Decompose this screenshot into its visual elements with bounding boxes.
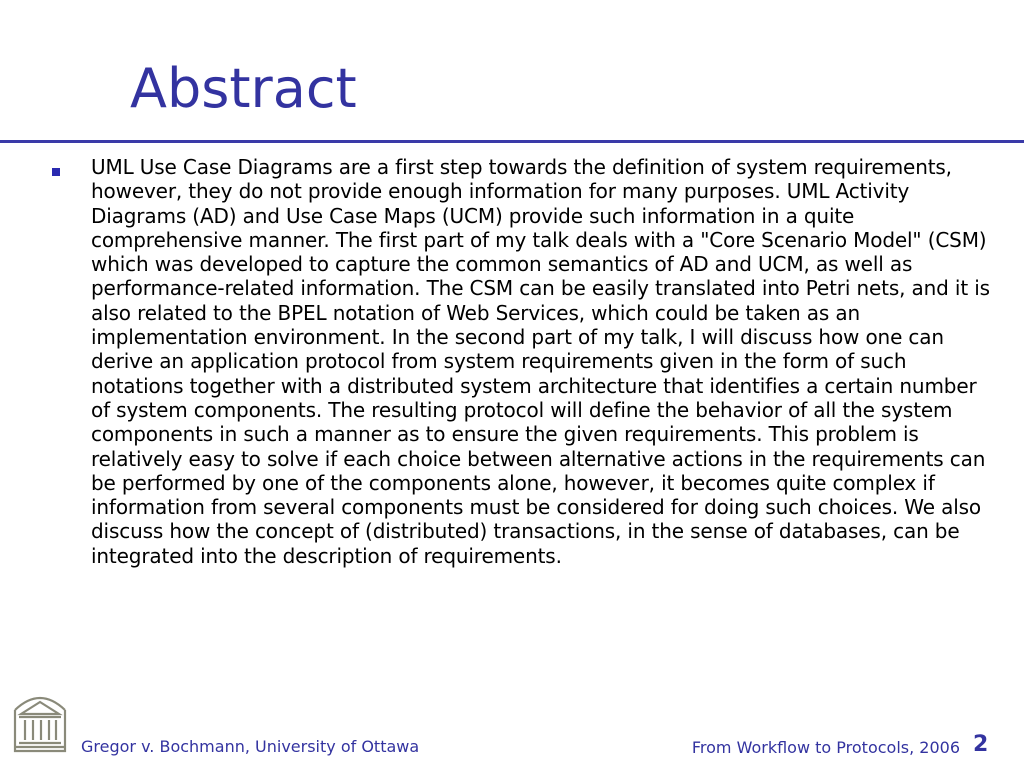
- square-bullet-icon: [52, 168, 60, 176]
- title-divider: [0, 140, 1024, 143]
- abstract-paragraph: UML Use Case Diagrams are a first step towards the definition of system requirements, however, they do not provide enough information for many purposes. UML Activity Diagrams (AD) and Use Case Maps (UCM) provide such information in a quite comprehensive manner. The first part of my talk deals with a "Core Scenario Model" (CSM) which was developed to capture the common semantics of AD and UCM, as well as performance-related information. The CSM can be easily translated into Petri nets, and it is also related to the BPEL notation of Web Services, which could be taken as an implementation environment. In the second part of my talk, I will discuss how one can derive an application protocol from system requirements given in the form of such notations together with a distributed system architecture that identifies a certain number of system components. The resulting protocol will define the behavior of all the system components in such a manner as to ensure the given requirements. This problem is relatively easy to solve if each choice between alternative actions in the requirements can be performed by one of the components alone, however, it becomes quite complex if information from several components must be considered for doing such choices. We also discuss how the concept of (distributed) transactions, in the sense of databases, can be integrated into the description of requirements.: [91, 155, 990, 568]
- slide-title: Abstract: [130, 57, 357, 120]
- footer-author: Gregor v. Bochmann, University of Ottawa: [81, 737, 420, 756]
- footer-talk-title: From Workflow to Protocols, 2006: [691, 738, 960, 757]
- university-building-icon: [11, 684, 69, 754]
- page-number: 2: [973, 732, 989, 757]
